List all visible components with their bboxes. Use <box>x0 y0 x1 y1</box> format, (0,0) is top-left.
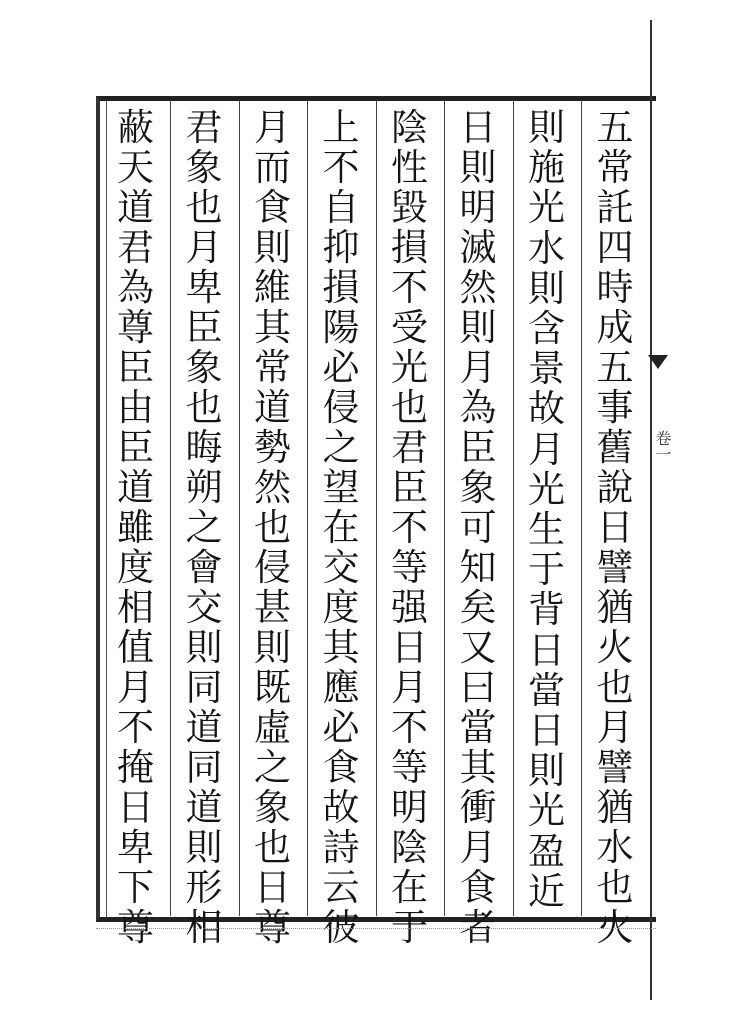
character: 明 <box>459 186 497 229</box>
section-label: 卷一 <box>653 430 672 462</box>
character: 曰 <box>459 666 497 709</box>
character: 猶 <box>596 586 634 629</box>
character: 同 <box>185 666 223 709</box>
character: 象 <box>185 146 223 189</box>
text-column <box>311 106 371 949</box>
character: 晦 <box>185 426 223 469</box>
character: 毀 <box>391 186 428 229</box>
character: 值 <box>117 626 154 669</box>
character: 為 <box>459 386 497 429</box>
text-column <box>243 106 303 949</box>
character: 蔽 <box>117 106 154 149</box>
text-column <box>585 106 645 949</box>
character: 五 <box>596 106 634 149</box>
character: 甚 <box>254 586 291 629</box>
text-column <box>106 106 166 949</box>
character: 詩 <box>322 826 360 869</box>
text-column <box>517 108 577 912</box>
character: 則 <box>528 749 565 793</box>
character: 滅 <box>459 226 497 269</box>
character: 月 <box>528 427 565 471</box>
character: 不 <box>391 506 428 549</box>
character: 君 <box>185 106 223 149</box>
character: 則 <box>528 266 565 310</box>
character: 水 <box>528 226 565 270</box>
character: 者 <box>459 906 497 949</box>
character: 不 <box>391 706 428 749</box>
character: 交 <box>185 586 223 629</box>
character: 交 <box>322 546 360 589</box>
character: 而 <box>254 146 291 189</box>
character: 生 <box>528 508 565 552</box>
column-rule <box>170 100 171 916</box>
character: 明 <box>391 786 428 829</box>
character: 月 <box>596 706 634 749</box>
character: 象 <box>459 466 497 509</box>
character: 自 <box>322 186 360 229</box>
character: 故 <box>528 387 565 431</box>
character: 含 <box>528 307 565 351</box>
character: 光 <box>528 789 565 833</box>
character: 侵 <box>254 546 291 589</box>
character: 月 <box>459 826 497 869</box>
character: 說 <box>596 466 634 509</box>
character: 食 <box>322 746 360 789</box>
character: 譬 <box>596 746 634 789</box>
text-column <box>174 106 234 949</box>
character: 相 <box>185 906 223 949</box>
character: 上 <box>322 106 360 149</box>
character: 望 <box>322 466 360 509</box>
character: 其 <box>459 746 497 789</box>
character: 食 <box>254 186 291 229</box>
character: 卑 <box>117 826 154 869</box>
character: 水 <box>596 826 634 869</box>
character: 月 <box>254 106 291 149</box>
character: 矣 <box>459 586 497 629</box>
character: 損 <box>391 226 428 269</box>
character: 朔 <box>185 466 223 509</box>
character: 尊 <box>254 906 291 949</box>
column-rule <box>307 100 308 916</box>
character: 象 <box>185 346 223 389</box>
character: 也 <box>596 666 634 709</box>
character: 受 <box>391 306 428 349</box>
character: 臣 <box>391 466 428 509</box>
character: 則 <box>254 226 291 269</box>
character: 虛 <box>254 706 291 749</box>
character: 于 <box>391 906 428 949</box>
character: 故 <box>322 786 360 829</box>
character: 光 <box>391 346 428 389</box>
character: 四 <box>596 226 634 269</box>
character: 君 <box>117 226 154 269</box>
character: 度 <box>117 546 154 589</box>
character: 當 <box>528 668 565 712</box>
character: 不 <box>322 146 360 189</box>
character: 也 <box>254 826 291 869</box>
character: 當 <box>459 706 497 749</box>
character: 知 <box>459 546 497 589</box>
character: 于 <box>528 548 565 592</box>
character: 然 <box>459 266 497 309</box>
character: 之 <box>254 746 291 789</box>
character: 五 <box>596 346 634 389</box>
character: 道 <box>117 466 154 509</box>
character: 衝 <box>459 786 497 829</box>
character: 成 <box>596 306 634 349</box>
bottom-border-marks <box>96 928 656 933</box>
character: 託 <box>596 186 634 229</box>
character: 道 <box>117 186 154 229</box>
column-rule <box>239 100 240 916</box>
character: 勢 <box>254 426 291 469</box>
character: 火 <box>596 626 634 669</box>
character: 陽 <box>322 306 360 349</box>
column-rule <box>376 100 377 916</box>
character: 維 <box>254 266 291 309</box>
character: 君 <box>391 426 428 469</box>
character: 抑 <box>322 226 360 269</box>
character: 日 <box>391 626 428 669</box>
character: 舊 <box>596 426 634 469</box>
character: 不 <box>391 266 428 309</box>
column-rule <box>513 100 514 916</box>
character: 光 <box>528 186 565 230</box>
character: 在 <box>391 866 428 909</box>
character: 必 <box>322 346 360 389</box>
character: 象 <box>254 786 291 829</box>
character: 日 <box>459 106 497 149</box>
character: 臣 <box>185 306 223 349</box>
character: 譬 <box>596 546 634 589</box>
character: 彼 <box>322 906 360 949</box>
character: 月 <box>185 226 223 269</box>
character: 日 <box>528 709 565 753</box>
character: 云 <box>322 866 360 909</box>
character: 可 <box>459 506 497 549</box>
character: 日 <box>117 786 154 829</box>
character: 事 <box>596 386 634 429</box>
character: 度 <box>322 586 360 629</box>
fishtail-mark-icon <box>648 355 668 369</box>
character: 月 <box>391 666 428 709</box>
character: 則 <box>459 146 497 189</box>
character: 又 <box>459 626 497 669</box>
character: 之 <box>322 426 360 469</box>
character: 在 <box>322 506 360 549</box>
character: 施 <box>528 146 565 190</box>
character: 不 <box>117 706 154 749</box>
character: 日 <box>528 628 565 672</box>
character: 道 <box>185 786 223 829</box>
character: 既 <box>254 666 291 709</box>
character: 侵 <box>322 386 360 429</box>
character: 月 <box>459 346 497 389</box>
character: 性 <box>391 146 428 189</box>
character: 下 <box>117 866 154 909</box>
character: 則 <box>254 626 291 669</box>
text-column <box>448 106 508 949</box>
character: 陰 <box>391 826 428 869</box>
character: 尊 <box>117 906 154 949</box>
character: 則 <box>185 626 223 669</box>
character: 等 <box>391 746 428 789</box>
character: 之 <box>185 506 223 549</box>
character: 等 <box>391 546 428 589</box>
character: 時 <box>596 266 634 309</box>
character: 會 <box>185 546 223 589</box>
character: 猶 <box>596 786 634 829</box>
character: 近 <box>528 869 565 913</box>
character: 臣 <box>459 426 497 469</box>
character: 為 <box>117 266 154 309</box>
character: 道 <box>254 386 291 429</box>
character: 卑 <box>185 266 223 309</box>
character: 光 <box>528 467 565 511</box>
fore-edge-line <box>650 20 652 1000</box>
character: 應 <box>322 666 360 709</box>
character: 也 <box>596 866 634 909</box>
character: 月 <box>117 666 154 709</box>
character: 背 <box>528 588 565 632</box>
character: 掩 <box>117 746 154 789</box>
character: 也 <box>254 506 291 549</box>
character: 也 <box>391 386 428 429</box>
character: 景 <box>528 347 565 391</box>
character: 道 <box>185 706 223 749</box>
text-column <box>380 106 440 949</box>
character: 食 <box>459 866 497 909</box>
character: 由 <box>117 386 154 429</box>
character: 損 <box>322 266 360 309</box>
character: 尊 <box>117 306 154 349</box>
character: 相 <box>117 586 154 629</box>
character: 則 <box>528 106 565 149</box>
character: 則 <box>459 306 497 349</box>
character: 同 <box>185 746 223 789</box>
character: 臣 <box>117 426 154 469</box>
character: 必 <box>322 706 360 749</box>
character: 日 <box>254 866 291 909</box>
character: 其 <box>254 306 291 349</box>
character: 也 <box>185 386 223 429</box>
character: 形 <box>185 866 223 909</box>
character: 常 <box>596 146 634 189</box>
character: 臣 <box>117 346 154 389</box>
character: 强 <box>391 586 428 629</box>
character: 陰 <box>391 106 428 149</box>
character: 天 <box>117 146 154 189</box>
character: 其 <box>322 626 360 669</box>
character: 常 <box>254 346 291 389</box>
character: 日 <box>596 506 634 549</box>
character: 則 <box>185 826 223 869</box>
character: 火 <box>596 906 634 949</box>
character: 也 <box>185 186 223 229</box>
character: 然 <box>254 466 291 509</box>
column-rule <box>444 100 445 916</box>
character: 雖 <box>117 506 154 549</box>
character: 盈 <box>528 829 565 873</box>
column-rule <box>581 100 582 916</box>
